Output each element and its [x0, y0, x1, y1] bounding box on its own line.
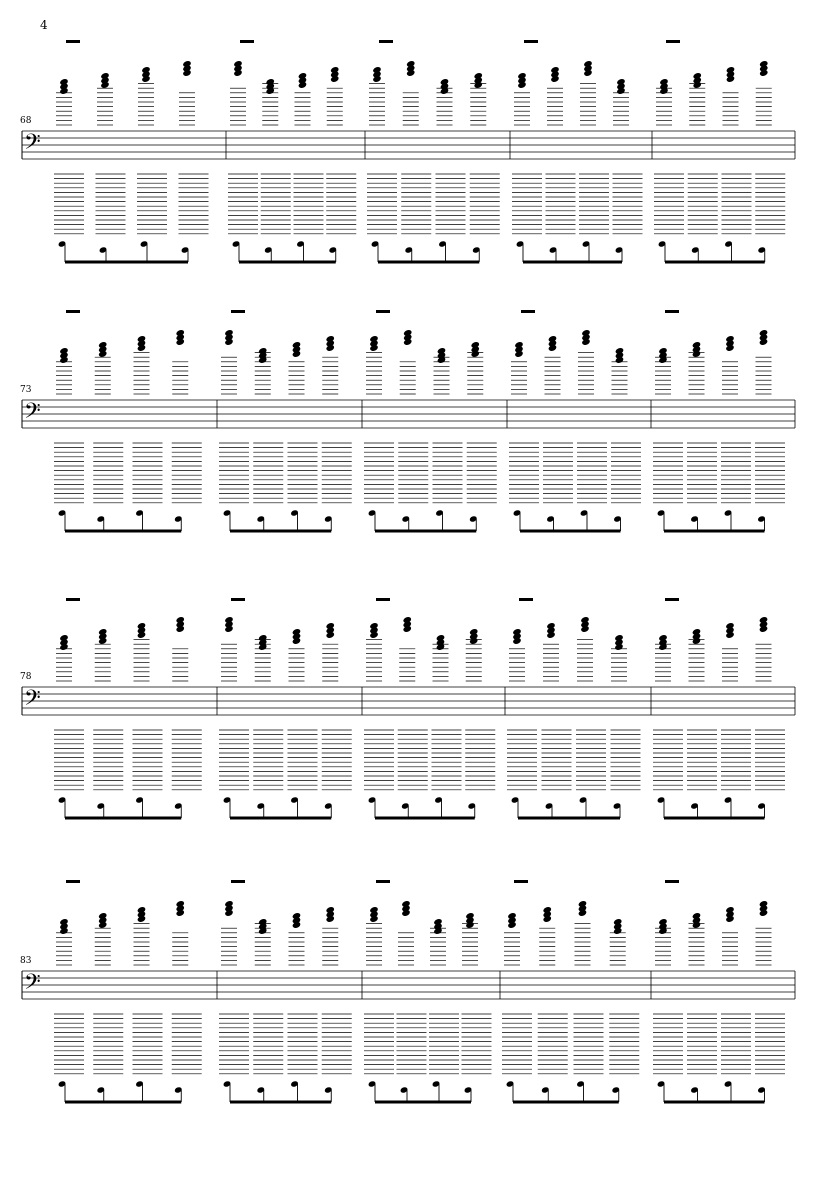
upper-ledger-stack	[577, 616, 593, 681]
lower-ledger-stack	[687, 730, 717, 790]
lower-ledger-stack	[507, 730, 537, 790]
lower-ledger-stack	[470, 174, 500, 234]
lower-ledger-stack	[364, 1014, 394, 1074]
rest-mark	[376, 310, 390, 313]
lower-ledger-stack	[653, 730, 683, 790]
beamed-group	[511, 796, 622, 818]
upper-ledger-stack	[547, 66, 563, 125]
lower-ledger-stack	[755, 1014, 785, 1074]
beamed-group	[58, 509, 183, 531]
upper-ledger-stack	[613, 78, 629, 125]
upper-ledger-stack	[95, 628, 111, 681]
lower-ledger-stack	[465, 730, 495, 790]
upper-ledger-stack	[756, 900, 772, 965]
upper-ledger-stack	[437, 78, 453, 125]
lower-ledger-stack	[576, 730, 606, 790]
upper-ledger-stack	[580, 60, 596, 125]
lower-ledger-stack	[253, 443, 283, 503]
lower-ledger-stack	[429, 1014, 459, 1074]
upper-ledger-stack	[511, 341, 527, 394]
beamed-group	[657, 509, 766, 531]
rest-mark	[519, 598, 533, 601]
lower-ledger-stack	[611, 443, 641, 503]
upper-ledger-stack	[655, 918, 671, 965]
rest-mark	[665, 880, 679, 883]
upper-ledger-stack	[509, 628, 525, 681]
upper-ledger-stack	[539, 906, 555, 965]
lower-ledger-stack	[653, 1014, 683, 1074]
lower-ledger-stack	[172, 1014, 202, 1074]
upper-ledger-stack	[655, 634, 671, 681]
upper-ledger-stack	[262, 78, 278, 125]
lower-ledger-stack	[755, 443, 785, 503]
measure-number: 78	[20, 672, 32, 682]
lower-ledger-stack	[172, 443, 202, 503]
bass-clef-icon: 𝄢	[24, 970, 41, 1000]
upper-ledger-stack	[466, 628, 482, 681]
upper-ledger-stack	[543, 622, 559, 681]
lower-ledger-stack	[654, 174, 684, 234]
rest-mark	[665, 310, 679, 313]
upper-ledger-stack	[95, 912, 111, 965]
lower-ledger-stack	[653, 443, 683, 503]
upper-ledger-stack	[514, 72, 530, 125]
lower-ledger-stack	[137, 174, 167, 234]
upper-ledger-stack	[221, 900, 237, 965]
upper-ledger-stack	[134, 906, 150, 965]
upper-ledger-stack	[545, 335, 561, 394]
lower-ledger-stack	[219, 1014, 249, 1074]
upper-ledger-stack	[322, 335, 338, 394]
beamed-group	[223, 796, 333, 818]
lower-ledger-stack	[253, 1014, 283, 1074]
lower-ledger-stack	[755, 730, 785, 790]
measure-number: 68	[20, 116, 32, 126]
rest-mark	[240, 40, 254, 43]
lower-ledger-stack	[512, 174, 542, 234]
upper-ledger-stack	[689, 341, 705, 394]
lower-ledger-stack	[96, 174, 126, 234]
beamed-group	[371, 240, 481, 262]
upper-ledger-stack	[322, 906, 338, 965]
rest-mark	[524, 40, 538, 43]
upper-ledger-stack	[656, 78, 672, 125]
upper-ledger-stack	[327, 66, 343, 125]
upper-ledger-stack	[172, 900, 188, 965]
upper-ledger-stack	[756, 60, 772, 125]
lower-ledger-stack	[398, 443, 428, 503]
upper-ledger-stack	[255, 918, 271, 965]
rest-mark	[521, 310, 535, 313]
lower-ledger-stack	[54, 443, 84, 503]
lower-ledger-stack	[611, 730, 641, 790]
upper-ledger-stack	[56, 347, 72, 394]
upper-ledger-stack	[399, 616, 415, 681]
rest-mark	[66, 40, 80, 43]
upper-ledger-stack	[722, 622, 738, 681]
lower-ledger-stack	[688, 174, 718, 234]
rest-mark	[379, 40, 393, 43]
upper-ledger-stack	[134, 622, 150, 681]
upper-ledger-stack	[322, 622, 338, 681]
system-2	[20, 310, 795, 531]
upper-ledger-stack	[610, 918, 626, 965]
upper-ledger-stack	[230, 60, 246, 125]
lower-ledger-stack	[462, 1014, 492, 1074]
rest-mark	[376, 598, 390, 601]
lower-ledger-stack	[93, 730, 123, 790]
bass-clef-icon: 𝄢	[24, 130, 41, 160]
lower-ledger-stack	[397, 1014, 427, 1074]
beamed-group	[58, 1080, 183, 1102]
upper-ledger-stack	[433, 634, 449, 681]
beamed-group	[657, 796, 766, 818]
lower-ledger-stack	[755, 174, 785, 234]
upper-ledger-stack	[56, 918, 72, 965]
lower-ledger-stack	[721, 443, 751, 503]
system-1	[20, 40, 795, 262]
system-3	[20, 598, 795, 818]
lower-ledger-stack	[93, 443, 123, 503]
upper-ledger-stack	[221, 616, 237, 681]
lower-ledger-stack	[322, 443, 352, 503]
upper-ledger-stack	[56, 634, 72, 681]
lower-ledger-stack	[228, 174, 258, 234]
upper-ledger-stack	[255, 347, 271, 394]
beamed-group	[516, 240, 624, 262]
upper-ledger-stack	[138, 66, 154, 125]
lower-ledger-stack	[543, 443, 573, 503]
upper-ledger-stack	[722, 335, 738, 394]
lower-ledger-stack	[133, 730, 163, 790]
upper-ledger-stack	[462, 912, 478, 965]
upper-ledger-stack	[366, 335, 382, 394]
bass-clef-icon: 𝄢	[24, 399, 41, 429]
lower-ledger-stack	[577, 443, 607, 503]
lower-ledger-stack	[219, 443, 249, 503]
upper-ledger-stack	[403, 60, 419, 125]
rest-mark	[66, 598, 80, 601]
upper-ledger-stack	[366, 622, 382, 681]
lower-ledger-stack	[574, 1014, 604, 1074]
upper-ledger-stack	[689, 72, 705, 125]
upper-ledger-stack	[134, 335, 150, 394]
lower-ledger-stack	[542, 730, 572, 790]
upper-ledger-stack	[430, 918, 446, 965]
rest-mark	[231, 598, 245, 601]
upper-ledger-stack	[95, 341, 111, 394]
lower-ledger-stack	[179, 174, 209, 234]
upper-ledger-stack	[255, 634, 271, 681]
upper-ledger-stack	[179, 60, 195, 125]
lower-ledger-stack	[432, 730, 462, 790]
beamed-group	[506, 1080, 620, 1102]
lower-ledger-stack	[609, 1014, 639, 1074]
lower-ledger-stack	[367, 174, 397, 234]
rest-mark	[666, 40, 680, 43]
lower-ledger-stack	[687, 1014, 717, 1074]
lower-ledger-stack	[253, 730, 283, 790]
lower-ledger-stack	[172, 730, 202, 790]
lower-ledger-stack	[288, 730, 318, 790]
lower-ledger-stack	[133, 1014, 163, 1074]
lower-ledger-stack	[364, 730, 394, 790]
upper-ledger-stack	[470, 72, 486, 125]
beamed-group	[368, 796, 476, 818]
page-number: 4	[40, 18, 48, 32]
upper-ledger-stack	[366, 906, 382, 965]
upper-ledger-stack	[611, 634, 627, 681]
lower-ledger-stack	[54, 730, 84, 790]
lower-ledger-stack	[364, 443, 394, 503]
lower-ledger-stack	[467, 443, 497, 503]
lower-ledger-stack	[613, 174, 643, 234]
rest-mark	[231, 310, 245, 313]
beamed-group	[232, 240, 337, 262]
measure-number: 73	[20, 385, 32, 395]
lower-ledger-stack	[294, 174, 324, 234]
lower-ledger-stack	[436, 174, 466, 234]
lower-ledger-stack	[261, 174, 291, 234]
upper-ledger-stack	[655, 347, 671, 394]
system-4	[20, 880, 795, 1102]
upper-ledger-stack	[689, 912, 705, 965]
lower-ledger-stack	[401, 174, 431, 234]
upper-ledger-stack	[221, 329, 237, 394]
upper-ledger-stack	[689, 628, 705, 681]
bass-clef-icon: 𝄢	[24, 686, 41, 716]
upper-ledger-stack	[172, 329, 188, 394]
upper-ledger-stack	[575, 900, 591, 965]
lower-ledger-stack	[538, 1014, 568, 1074]
upper-ledger-stack	[434, 347, 450, 394]
beamed-group	[513, 509, 622, 531]
beamed-group	[58, 796, 183, 818]
lower-ledger-stack	[288, 1014, 318, 1074]
lower-ledger-stack	[93, 1014, 123, 1074]
lower-ledger-stack	[433, 443, 463, 503]
upper-ledger-stack	[289, 341, 305, 394]
upper-ledger-stack	[295, 72, 311, 125]
beamed-group	[368, 509, 478, 531]
lower-ledger-stack	[509, 443, 539, 503]
upper-ledger-stack	[467, 341, 483, 394]
beamed-group	[223, 509, 333, 531]
upper-ledger-stack	[756, 616, 772, 681]
rest-mark	[665, 598, 679, 601]
beamed-group	[58, 240, 190, 262]
lower-ledger-stack	[722, 174, 752, 234]
lower-ledger-stack	[579, 174, 609, 234]
lower-ledger-stack	[288, 443, 318, 503]
rest-mark	[231, 880, 245, 883]
upper-ledger-stack	[578, 329, 594, 394]
upper-ledger-stack	[172, 616, 188, 681]
rest-mark	[514, 880, 528, 883]
upper-ledger-stack	[289, 628, 305, 681]
upper-ledger-stack	[369, 66, 385, 125]
upper-ledger-stack	[398, 900, 414, 965]
upper-ledger-stack	[756, 329, 772, 394]
lower-ledger-stack	[502, 1014, 532, 1074]
lower-ledger-stack	[322, 730, 352, 790]
rest-mark	[66, 310, 80, 313]
lower-ledger-stack	[326, 174, 356, 234]
rest-mark	[376, 880, 390, 883]
lower-ledger-stack	[721, 730, 751, 790]
lower-ledger-stack	[687, 443, 717, 503]
beamed-group	[657, 1080, 766, 1102]
lower-ledger-stack	[546, 174, 576, 234]
rest-mark	[66, 880, 80, 883]
lower-ledger-stack	[133, 443, 163, 503]
lower-ledger-stack	[398, 730, 428, 790]
upper-ledger-stack	[289, 912, 305, 965]
lower-ledger-stack	[54, 1014, 84, 1074]
lower-ledger-stack	[322, 1014, 352, 1074]
beamed-group	[658, 240, 766, 262]
upper-ledger-stack	[504, 912, 520, 965]
beamed-group	[368, 1080, 473, 1102]
lower-ledger-stack	[721, 1014, 751, 1074]
beamed-group	[223, 1080, 333, 1102]
lower-ledger-stack	[54, 174, 84, 234]
upper-ledger-stack	[722, 906, 738, 965]
measure-number: 83	[20, 956, 32, 966]
upper-ledger-stack	[612, 347, 628, 394]
upper-ledger-stack	[400, 329, 416, 394]
lower-ledger-stack	[219, 730, 249, 790]
upper-ledger-stack	[723, 66, 739, 125]
upper-ledger-stack	[56, 78, 72, 125]
upper-ledger-stack	[97, 72, 113, 125]
